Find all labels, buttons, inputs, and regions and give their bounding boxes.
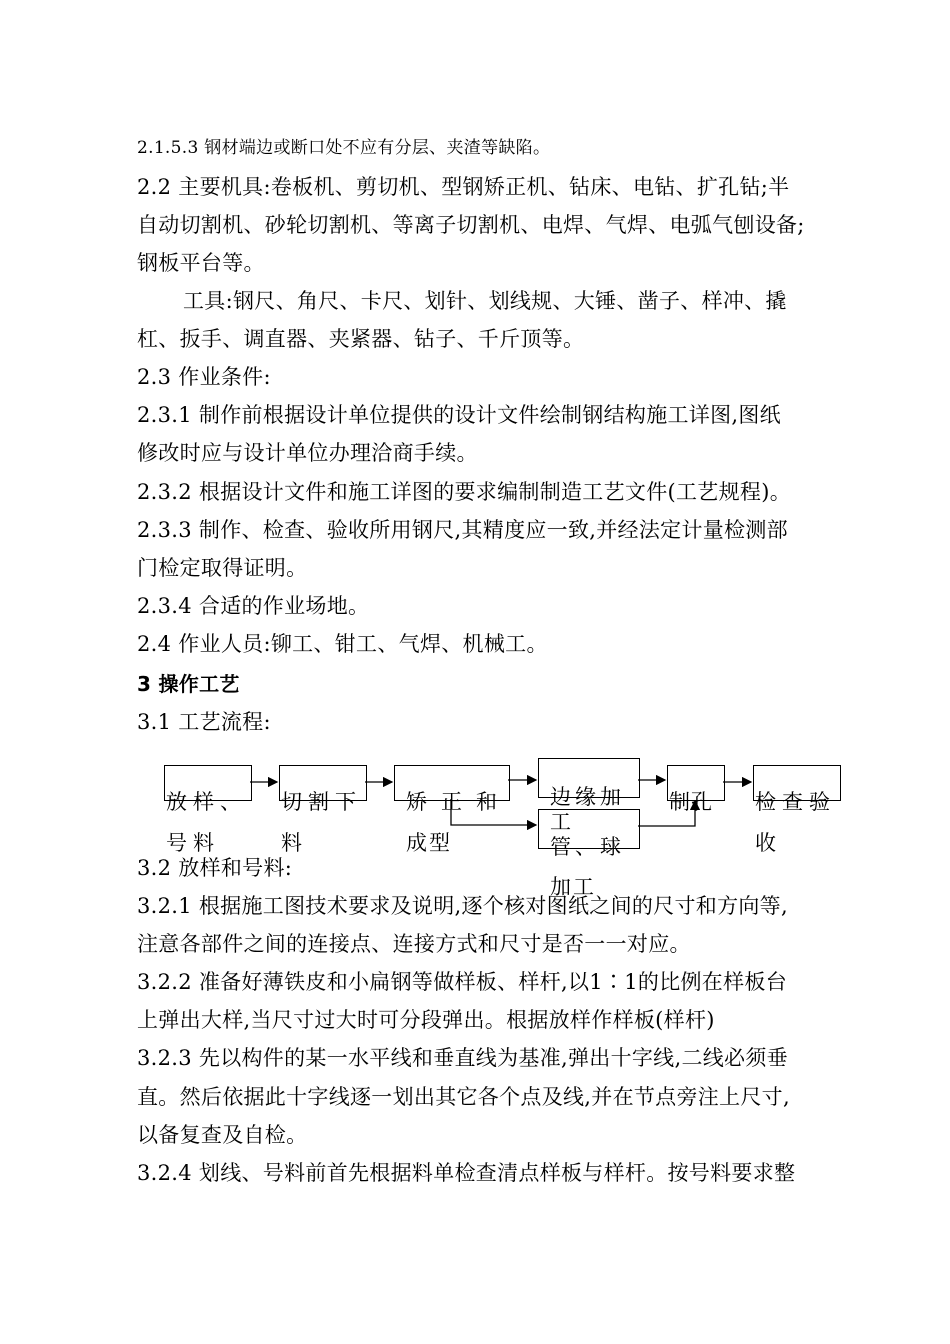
text-line-3-2-1: 3.2.1 根据施工图技术要求及说明,逐个核对图纸之间的尺寸和方向等, [137, 894, 788, 918]
text-line-2-1-5-3: 2.1.5.3 钢材端边或断口处不应有分层、夹渣等缺陷。 [137, 138, 551, 158]
text-line-2-3-1: 2.3.1 制作前根据设计单位提供的设计文件绘制钢结构施工详图,图纸 [137, 403, 781, 427]
text-line-tools-cont: 杠、扳手、调直器、夹紧器、钻子、千斤顶等。 [137, 327, 585, 351]
text-line-2-2-cont: 自动切割机、砂轮切割机、等离子切割机、电焊、气焊、电弧气刨设备; [137, 213, 805, 237]
text-line-2-4: 2.4 作业人员:铆工、钳工、气焊、机械工。 [137, 632, 548, 656]
flow-text-box1-l1: 放样、 [166, 790, 247, 814]
text-line-2-3-3: 2.3.3 制作、检查、验收所用钢尺,其精度应一致,并经法定计量检测部 [137, 518, 788, 542]
flow-text-box2-l1: 切割下 [281, 790, 362, 814]
text-line-2-2-end: 钢板平台等。 [137, 251, 265, 275]
text-line-2-2: 2.2 主要机具:卷板机、剪切机、型钢矫正机、钻床、电钻、扩孔钻;半 [137, 175, 790, 199]
text-line-3-1: 3.1 工艺流程: [137, 710, 271, 734]
flow-text-box7-l1: 检查验 [755, 790, 836, 814]
text-line-3-2: 3.2 放样和号料: [137, 856, 293, 880]
section-heading-3: 3 操作工艺 [137, 672, 240, 696]
text-line-2-3-4: 2.3.4 合适的作业场地。 [137, 594, 370, 618]
text-line-3-2-2: 3.2.2 准备好薄铁皮和小扁钢等做样板、样杆,以1∶1的比例在样板台 [137, 970, 788, 994]
flow-text-box7-l2: 收 [755, 831, 782, 855]
flow-text-box5-l2: 加工 [550, 875, 596, 899]
text-line-3-2-2-cont: 上弹出大样,当尺寸过大时可分段弹出。根据放样作样板(样杆) [137, 1008, 715, 1032]
text-line-3-2-3-cont: 直。然后依据此十字线逐一划出其它各个点及线,并在节点旁注上尺寸, [137, 1085, 790, 1109]
flow-text-box4-l2: 工 [550, 810, 577, 834]
flow-text-box5-l1: 管、球 [550, 835, 625, 859]
flow-text-box6: 制孔 [669, 790, 713, 814]
text-line-2-3-2: 2.3.2 根据设计文件和施工详图的要求编制制造工艺文件(工艺规程)。 [137, 480, 791, 504]
flow-text-box4-l1: 边缘加 [550, 785, 625, 809]
text-line-2-3: 2.3 作业条件: [137, 365, 271, 389]
text-line-tools: 工具:钢尺、角尺、卡尺、划针、划线规、大锤、凿子、样冲、撬 [183, 289, 787, 313]
text-line-3-2-3: 3.2.3 先以构件的某一水平线和垂直线为基准,弹出十字线,二线必须垂 [137, 1046, 788, 1070]
flow-text-box2-l2: 料 [281, 831, 308, 855]
text-line-3-2-3-end: 以备复查及自检。 [137, 1123, 308, 1147]
flow-text-box3-l2: 成型 [406, 831, 452, 855]
text-line-2-3-3-cont: 门检定取得证明。 [137, 556, 308, 580]
flow-text-box1-l2: 号料 [166, 831, 220, 855]
text-line-3-2-1-cont: 注意各部件之间的连接点、连接方式和尺寸是否一一对应。 [137, 932, 691, 956]
text-line-2-3-1-cont: 修改时应与设计单位办理洽商手续。 [137, 441, 478, 465]
text-line-3-2-4: 3.2.4 划线、号料前首先根据料单检查清点样板与样杆。按号料要求整 [137, 1161, 796, 1185]
flow-text-box3-l1: 矫正和 [406, 790, 511, 814]
